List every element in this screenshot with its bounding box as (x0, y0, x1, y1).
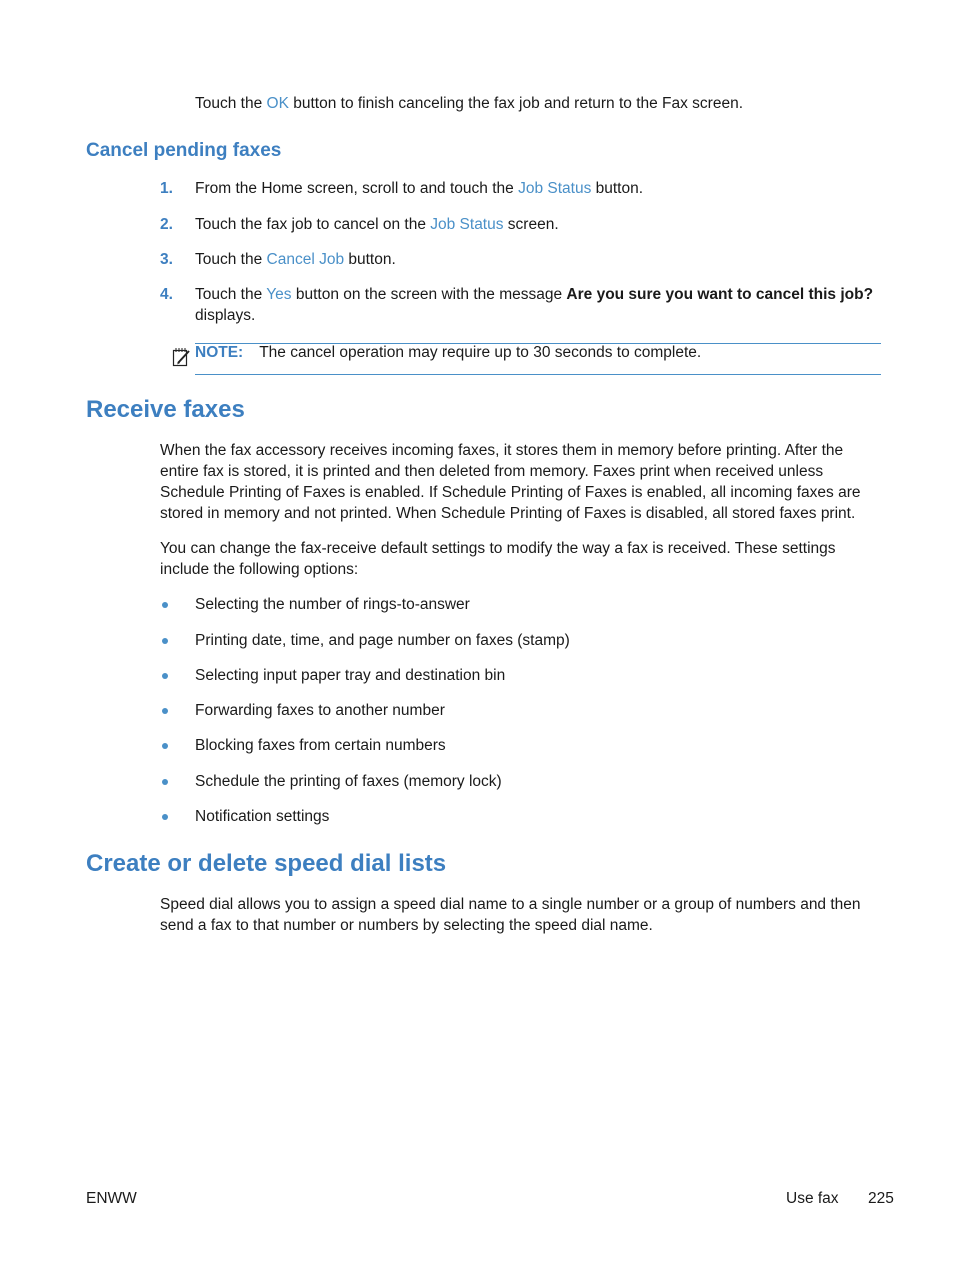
step-text-post: displays. (195, 307, 256, 324)
page-number: 225 (868, 1190, 894, 1207)
heading-speed-dial-lists: Create or delete speed dial lists (86, 850, 447, 877)
note (195, 342, 881, 363)
heading-cancel-pending-faxes: Cancel pending faxes (86, 140, 282, 161)
step-number: 2. (160, 216, 173, 233)
intro-pre: Touch the (195, 95, 267, 112)
step-1-text (195, 178, 885, 199)
receive-paragraph-2: You can change the fax-receive default settings to modify the way a fax is received. These settings include the following options: (160, 540, 836, 578)
step-3-text (195, 249, 885, 270)
heading-receive-faxes: Receive faxes (86, 396, 245, 423)
ui-job-status: Job Status (430, 216, 504, 233)
intro-text (195, 93, 885, 114)
step-4-text (195, 284, 881, 326)
ui-job-status: Job Status (518, 180, 592, 197)
step-number: 1. (160, 180, 173, 197)
speed-dial-paragraph: Speed dial allows you to assign a speed dial name to a single number or a group of numbers and then send a fax to that number or numbers by selecting the speed dial name. (160, 896, 861, 934)
step-number: 4. (160, 286, 173, 303)
ui-yes: Yes (266, 286, 292, 303)
list-item: Printing date, time, and page number on faxes (stamp) (195, 632, 570, 649)
list-item: Blocking faxes from certain numbers (195, 737, 446, 754)
footer-left: ENWW (86, 1190, 137, 1207)
ui-ok: OK (266, 95, 289, 112)
confirm-message: Are you sure you want to cancel this job? (566, 286, 874, 303)
list-item: Selecting the number of rings-to-answer (195, 596, 470, 613)
footer-section: Use fax (786, 1190, 839, 1207)
bullet-dot (162, 602, 168, 608)
step-text-pre: Touch the fax job to cancel on the (195, 216, 431, 233)
step-text-pre: Touch the (195, 286, 267, 303)
step-text-post: screen. (503, 216, 559, 233)
step-text-post: button. (344, 251, 396, 268)
list-item: Notification settings (195, 808, 330, 825)
step-text-pre: From the Home screen, scroll to and touch the (195, 180, 519, 197)
step-text-pre: Touch the (195, 251, 267, 268)
step-number: 3. (160, 251, 173, 268)
note-text: The cancel operation may require up to 30 seconds to complete. (259, 344, 702, 361)
bullet-dot (162, 708, 168, 714)
bullet-dot (162, 743, 168, 749)
bullet-dot (162, 814, 168, 820)
receive-paragraph-1: When the fax accessory receives incoming faxes, it stores them in memory before printing. After the entire fax is stored, it is printed and then deleted from memory. Faxes print when received unless Schedule Printing of Faxes is enabled. If Schedule Printing of Faxes is enabled, all incoming faxes are stored in memory and not printed. When Schedule Printing of Faxes is disabled, all stored faxes print. (160, 442, 861, 522)
ui-cancel-job: Cancel Job (266, 251, 345, 268)
bullet-dot (162, 779, 168, 785)
bullet-dot (162, 673, 168, 679)
note-pencil-icon (172, 346, 192, 368)
intro-post: button to finish canceling the fax job and return to the Fax screen. (288, 95, 744, 112)
bullet-dot (162, 638, 168, 644)
list-item: Schedule the printing of faxes (memory lock) (195, 773, 502, 790)
list-item: Forwarding faxes to another number (195, 702, 445, 719)
note-label: NOTE: (195, 344, 244, 361)
step-text-post: button. (591, 180, 644, 197)
step-text-mid: button on the screen with the message (291, 286, 567, 303)
list-item: Selecting input paper tray and destination bin (195, 667, 506, 684)
step-2-text (195, 214, 885, 235)
note-bottom-rule (195, 374, 881, 375)
